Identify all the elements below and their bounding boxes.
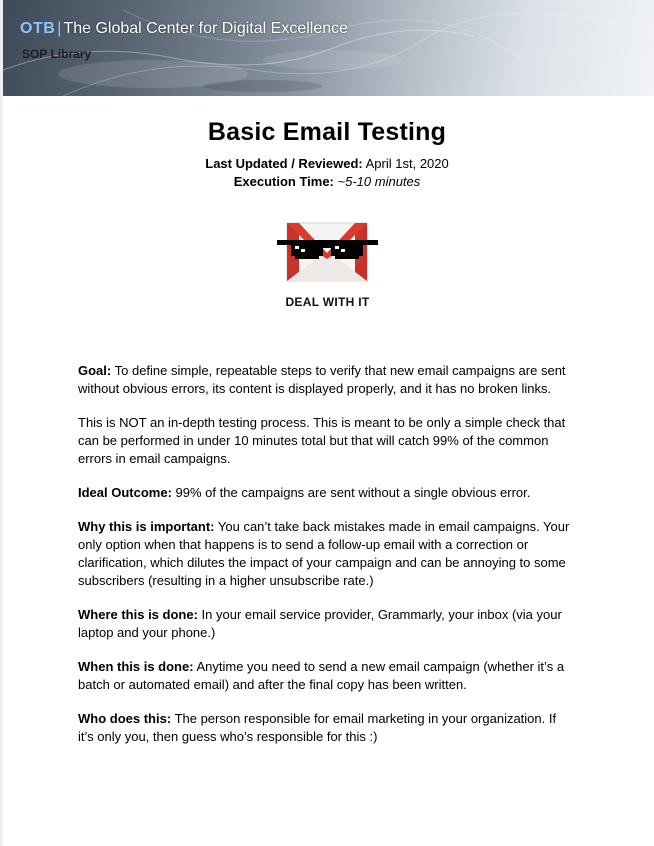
page-title: Basic Email Testing [207,118,447,146]
deal-with-it-image [265,213,390,313]
why-important-paragraph [78,518,573,590]
deal-with-it-caption: DEAL WITH IT [285,295,370,309]
who-does-label: Who does this: [78,711,172,726]
goal-text: To define simple, repeatable steps to verify that new email campaigns are sent without obvious errors, its content is displayed properly, and it has no broken links. [78,363,566,396]
brand-name: The Global Center for Digital Excellence [63,20,349,37]
when-done-label: When this is done: [78,659,194,674]
ideal-outcome-text: 99% of the campaigns are sent without a single obvious error. [175,485,531,500]
world-map-banner-art [3,0,654,96]
ideal-outcome-label: Ideal Outcome: [78,485,172,500]
last-updated-label: Last Updated / Reviewed: [205,156,363,171]
why-important-text: You can’t take back mistakes made in email campaigns. Your only option when that happens is to send a follow-up email with a correction or clarification, which dilutes the impact of your campaign and can be annoying to some subscribers (resulting in a higher unsubscribe rate.) [78,519,570,588]
not-in-depth-text: This is NOT an in-depth testing process. This is meant to be only a simple check that can be performed in under 10 minutes total but that will catch 99% of the common errors in email campaigns. [78,415,566,466]
last-updated-line [0,156,654,171]
brand-line [20,20,348,38]
header-banner [3,0,654,96]
why-important-label: Why this is important: [78,519,215,534]
goal-paragraph [78,362,573,398]
when-done-text: Anytime you need to send a new email campaign (whether it’s a batch or automated email) and after the final copy has been written. [78,659,565,692]
where-done-label: Where this is done: [78,607,198,622]
execution-time-value: ~5-10 minutes [337,174,421,189]
when-done-paragraph [78,658,573,694]
sop-library-label: SOP Library [22,47,92,61]
gmail-sunglasses-icon [265,213,390,293]
where-done-text: In your email service provider, Grammarly, your inbox (via your laptop and your phone.) [78,607,562,640]
last-updated-value: April 1st, 2020 [365,156,449,171]
who-does-text: The person responsible for email marketing in your organization. If it’s only you, then guess who’s responsible for this :) [78,711,557,744]
execution-time-line [0,174,654,189]
execution-time-label: Execution Time: [233,174,334,189]
ideal-outcome-paragraph [78,484,573,502]
who-does-paragraph [78,710,573,746]
brand-separator: | [57,20,62,37]
brand-abbreviation: OTB [20,20,56,37]
document-body [78,362,573,762]
not-in-depth-paragraph [78,414,573,468]
goal-label: Goal: [78,363,112,378]
where-done-paragraph [78,606,573,642]
